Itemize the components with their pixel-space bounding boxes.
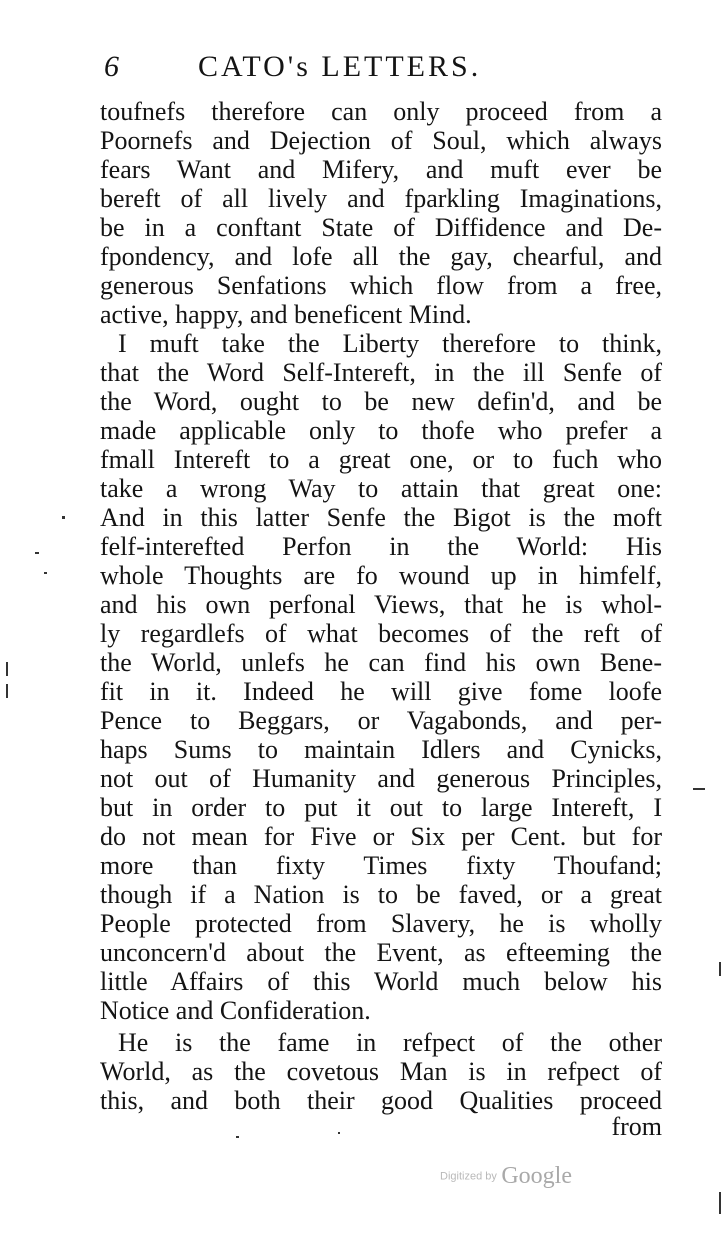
text-line: And in this latter Senfe the Bigot is the moft bbox=[100, 503, 662, 532]
text-line: fpondency, and lofe all the gay, chearful, and bbox=[100, 242, 662, 271]
watermark-prefix: Digitized by bbox=[440, 1170, 497, 1183]
running-head bbox=[104, 50, 574, 90]
text-line: felf-interefted Perfon in the World: His bbox=[100, 532, 662, 561]
text-line: toufnefs therefore can only proceed from a bbox=[100, 97, 662, 126]
scan-speck bbox=[719, 1192, 721, 1214]
text-line: and his own perfonal Views, that he is whol- bbox=[100, 590, 662, 619]
text-line: Pence to Beggars, or Vagabonds, and per- bbox=[100, 706, 662, 735]
scan-speck bbox=[44, 572, 47, 574]
text-line: do not mean for Five or Six per Cent. but for bbox=[100, 822, 662, 851]
text-line: fears Want and Mifery, and muft ever be bbox=[100, 155, 662, 184]
digitization-watermark bbox=[440, 1163, 572, 1193]
text-line: more than fixty Times fixty Thoufand; bbox=[100, 851, 662, 880]
text-line: bereft of all lively and fparkling Imaginations, bbox=[100, 184, 662, 213]
text-line: the Word, ought to be new defin'd, and be bbox=[100, 387, 662, 416]
text-line: that the Word Self-Intereft, in the ill Senfe of bbox=[100, 358, 662, 387]
text-line: Notice and Confideration. bbox=[100, 996, 371, 1025]
text-line: People protected from Slavery, he is wholly bbox=[100, 909, 662, 938]
text-line: haps Sums to maintain Idlers and Cynicks, bbox=[100, 735, 662, 764]
text-line: Poornefs and Dejection of Soul, which always bbox=[100, 126, 662, 155]
scan-speck bbox=[6, 684, 8, 698]
text-line: active, happy, and beneficent Mind. bbox=[100, 300, 472, 329]
scan-speck bbox=[35, 552, 39, 554]
text-line: fmall Intereft to a great one, or to fuch who bbox=[100, 445, 662, 474]
text-line: take a wrong Way to attain that great one: bbox=[100, 474, 662, 503]
text-line: World, as the covetous Man is in refpect of bbox=[100, 1057, 662, 1086]
scan-speck bbox=[693, 788, 705, 790]
text-line: little Affairs of this World much below his bbox=[100, 967, 662, 996]
scan-speck bbox=[719, 962, 721, 976]
scan-speck bbox=[62, 516, 65, 519]
catchword: from bbox=[611, 1112, 662, 1141]
scan-speck bbox=[338, 1132, 340, 1134]
text-line: I muft take the Liberty therefore to think, bbox=[118, 329, 662, 358]
text-line: whole Thoughts are fo wound up in himfelf, bbox=[100, 561, 662, 590]
scan-speck bbox=[6, 662, 8, 676]
text-line: unconcern'd about the Event, as efteeming the bbox=[100, 938, 662, 967]
scan-speck bbox=[236, 1136, 239, 1138]
running-title: CATO's LETTERS. bbox=[198, 50, 482, 83]
text-line: fit in it. Indeed he will give fome loofe bbox=[100, 677, 662, 706]
text-line: the World, unlefs he can find his own Bene- bbox=[100, 648, 662, 677]
text-line: though if a Nation is to be faved, or a great bbox=[100, 880, 662, 909]
body-text bbox=[100, 97, 662, 1115]
text-line: He is the fame in refpect of the other bbox=[118, 1028, 662, 1057]
text-line: but in order to put it out to large Intereft, I bbox=[100, 793, 662, 822]
text-line: generous Senfations which flow from a free, bbox=[100, 271, 662, 300]
page-number: 6 bbox=[104, 50, 119, 83]
text-line: this, and both their good Qualities proceed bbox=[100, 1086, 662, 1115]
text-line: be in a conftant State of Diffidence and De- bbox=[100, 213, 662, 242]
text-line: made applicable only to thofe who prefer a bbox=[100, 416, 662, 445]
text-line: ly regardlefs of what becomes of the reft of bbox=[100, 619, 662, 648]
text-line: not out of Humanity and generous Principles, bbox=[100, 764, 662, 793]
google-logo: Google bbox=[501, 1163, 572, 1189]
